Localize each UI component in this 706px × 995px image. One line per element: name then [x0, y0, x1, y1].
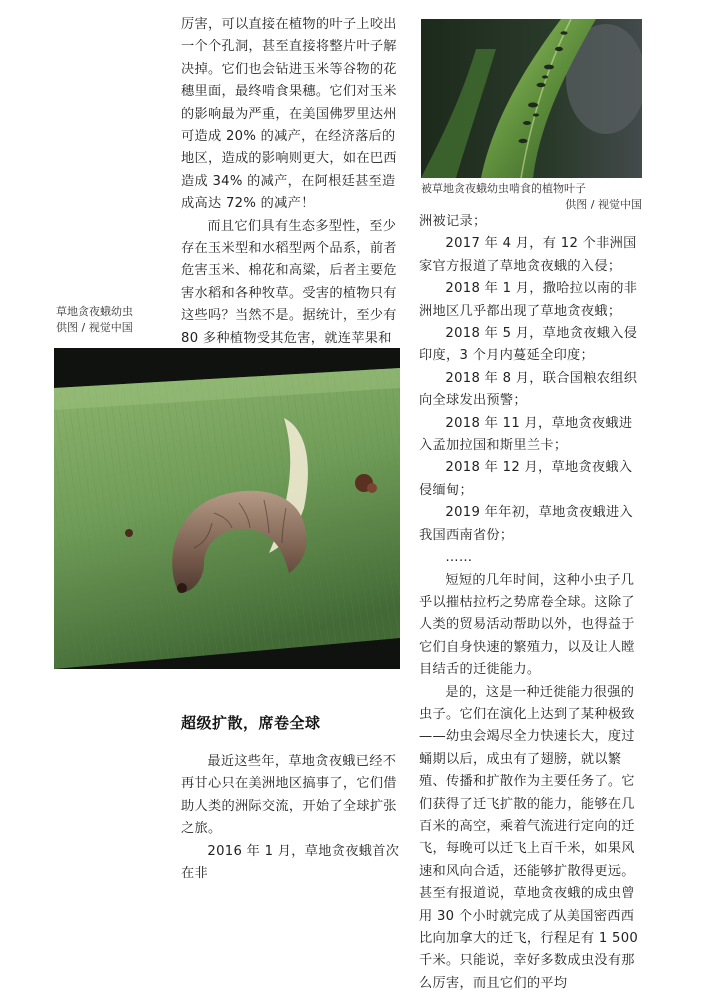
paragraph: 洲被记录；: [419, 214, 487, 229]
photo-caption-larva: [56, 304, 133, 336]
caption-title: 被草地贪夜蛾幼虫啃食的植物叶子: [421, 182, 586, 195]
article-column-right: [419, 211, 642, 995]
paragraph: 最近这些年，草地贪夜蛾已经不再甘心只在美洲地区搞事了，它们借助人类的洲际交流，开始了全球扩张之旅。: [181, 754, 397, 837]
larva-image: [54, 348, 400, 669]
paragraph: ……: [445, 550, 473, 566]
paragraph: 2018 年 5 月，草地贪夜蛾入侵印度，3 个月内蔓延全印度；: [419, 326, 638, 364]
chewed-leaf-image: [421, 19, 642, 178]
section-heading: 超级扩散，席卷全球: [181, 714, 321, 732]
paragraph: 是的，这是一种迁徙能力很强的虫子。它们在演化上达到了某种极致——幼虫会竭尽全力快速长大，度过蛹期以后，成虫有了翅膀，就以繁殖、传播和扩散作为主要任务了。它们获得了迁飞扩散的能力，能够在几百米的高空，乘着气流进行定向的迁飞，每晚可以迁飞上百千米，如果风速和风向合适，还能够扩散得更远。甚至有报道说，草地贪夜蛾的成虫曾用 30 个小时就完成了从美国密西西比向加拿大的迁飞，行程足有 1 500 千米。只能说，幸好多数成虫没有那么厉害，而且它们的平均: [419, 684, 639, 991]
paragraph: 2019 年年初，草地贪夜蛾进入我国西南省份；: [419, 505, 634, 543]
paragraph: 2016 年 1 月，草地贪夜蛾首次在非: [181, 843, 400, 882]
paragraph: 2018 年 1 月，撒哈拉以南的非洲地区几乎都出现了草地贪夜蛾；: [419, 281, 638, 319]
paragraph: 2018 年 12 月，草地贪夜蛾入侵缅甸；: [419, 460, 633, 498]
paragraph: 而且它们具有生态多型性，至少存在玉米型和水稻型两个品系，前者危害玉米、棉花和高粱，后者主要危害水稻和各种牧草。受害的植物只有这些吗？当然不是。据统计，至少有 80 多种植物受其危害，就连苹果和: [181, 218, 397, 346]
paragraph: 2017 年 4 月，有 12 个非洲国家官方报道了草地贪夜蛾的入侵；: [419, 236, 637, 274]
photo-caption-leaf: [421, 181, 642, 213]
caption-title: 草地贪夜蛾幼虫: [56, 305, 133, 318]
chewed-leaf-photo: [421, 19, 642, 178]
caption-credit: 供图 / 视觉中国: [56, 321, 133, 334]
caption-credit: 供图 / 视觉中国: [565, 198, 642, 211]
paragraph: 2018 年 11 月，草地贪夜蛾进入孟加拉国和斯里兰卡；: [419, 415, 633, 454]
paragraph: 2018 年 8 月，联合国粮农组织向全球发出预警；: [419, 370, 638, 409]
paragraph: 短短的几年时间，这种小虫子几乎以摧枯拉朽之势席卷全球。这除了人类的贸易活动帮助以外，也得益于它们自身快速的繁殖力，以及让人瞠目结舌的迁徙能力。: [419, 572, 635, 678]
paragraph: 厉害，可以直接在植物的叶子上咬出一个个孔洞，甚至直接将整片叶子解决掉。它们也会钻进玉米等谷物的花穗里面，最终啃食果穗。它们对玉米的影响最为严重，在美国佛罗里达州可造成 20% 的减产，在经济落后的地区，造成的影响则更大，如在巴西造成 34% 的减产，在阿根廷甚至造成高达 72% 的减产！: [181, 17, 397, 212]
article-column-middle-bottom: [181, 751, 403, 885]
larva-photo: [54, 348, 400, 669]
